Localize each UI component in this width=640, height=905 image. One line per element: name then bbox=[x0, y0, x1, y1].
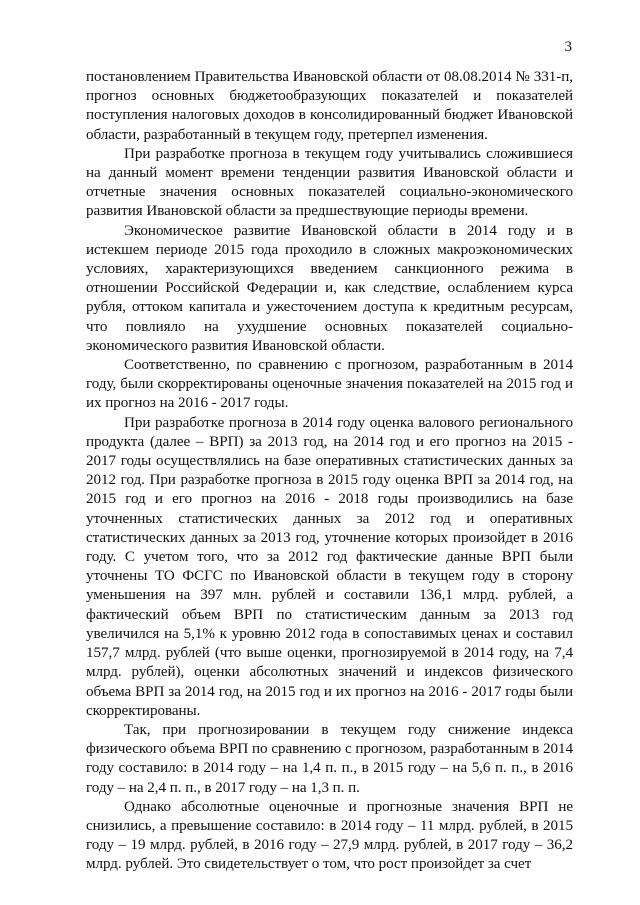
paragraph-continuation: постановлением Правительства Ивановской области от 08.08.2014 № 331-п, прогноз основных бюджетообразующих показателей и показателей поступления налоговых доходов в консолидированный бюджет Ивановской области, разработанный в текущем году, претерпел изменения. bbox=[86, 69, 573, 143]
paragraph-adjusted-estimates: Соответственно, по сравнению с прогнозом, разработанным в 2014 году, были скорректированы оценочные значения показателей на 2015 год и их прогноз на 2016 - 2017 годы. bbox=[86, 357, 573, 412]
paragraph-economic-development: Экономическое развитие Ивановской области в 2014 году и в истекшем периоде 2015 года проходило в сложных макроэкономических условиях, характеризующихся введением санкционного режима в отношении Российской Федерации и, как следствие, ослаблением курса рубля, оттоком капитала и ужесточением доступа к кредитным ресурсам, что повлияло на ухудшение основных показателей социально-экономического развития Ивановской области. bbox=[86, 222, 573, 354]
page-number: 3 bbox=[564, 39, 572, 55]
paragraph-grp-forecast: При разработке прогноза в 2014 году оценка валового регионального продукта (далее – ВРП) за 2013 год, на 2014 год и его прогноз на 2015 - 2017 годы осуществлялись на базе оперативных статистических данных за 2012 год. При разработке прогноза в 2015 году оценка ВРП за 2014 год, на 2015 год и его прогноз на 2016 - 2018 годы производились на базе уточненных статистических данных за 2012 год и оперативных статистических данных за 2013 год, уточнение которых произойдет в 2016 году. С учетом того, что за 2012 год фактические данные ВРП были уточнены ТО ФСГС по Ивановской области в текущем году в сторону уменьшения на 397 млн. рублей и составили 136,1 млрд. рублей, а фактический объем ВРП по статистическим данным за 2013 год увеличился на 5,1% к уровню 2012 года в сопоставимых ценах и составил 157,7 млрд. рублей (что выше оценки, прогнозируемой в 2014 году, на 7,4 млрд. рублей), оценки абсолютных значений и индексов физического объема ВРП за 2014 год, на 2015 год и их прогноз на 2016 - 2017 годы были скорректированы. bbox=[86, 414, 573, 719]
paragraph-grp-absolute-values: Однако абсолютные оценочные и прогнозные значения ВРП не снизились, а превышение составило: в 2014 году – 11 млрд. рублей, в 2015 году – 19 млрд. рублей, в 2016 году – 27,9 млрд. рублей, в 2017 году – 36,2 млрд. рублей. Это свидетельствует о том, что рост произойдет за счет bbox=[86, 798, 573, 873]
document-body bbox=[86, 68, 573, 875]
paragraph-forecast-basis: При разработке прогноза в текущем году учитывались сложившиеся на данный момент времени тенденции развития Ивановской области и отчетные значения основных показателей социально-экономического развития Ивановской области за предшествующие периоды времени. bbox=[86, 145, 573, 220]
paragraph-grp-index-decrease: Так, при прогнозировании в текущем году снижение индекса физического объема ВРП по сравнению с прогнозом, разработанным в 2014 году составило: в 2014 году – на 1,4 п. п., в 2015 году – на 5,6 п. п., в 2016 году – на 2,4 п. п., в 2017 году – на 1,3 п. п. bbox=[86, 721, 573, 796]
